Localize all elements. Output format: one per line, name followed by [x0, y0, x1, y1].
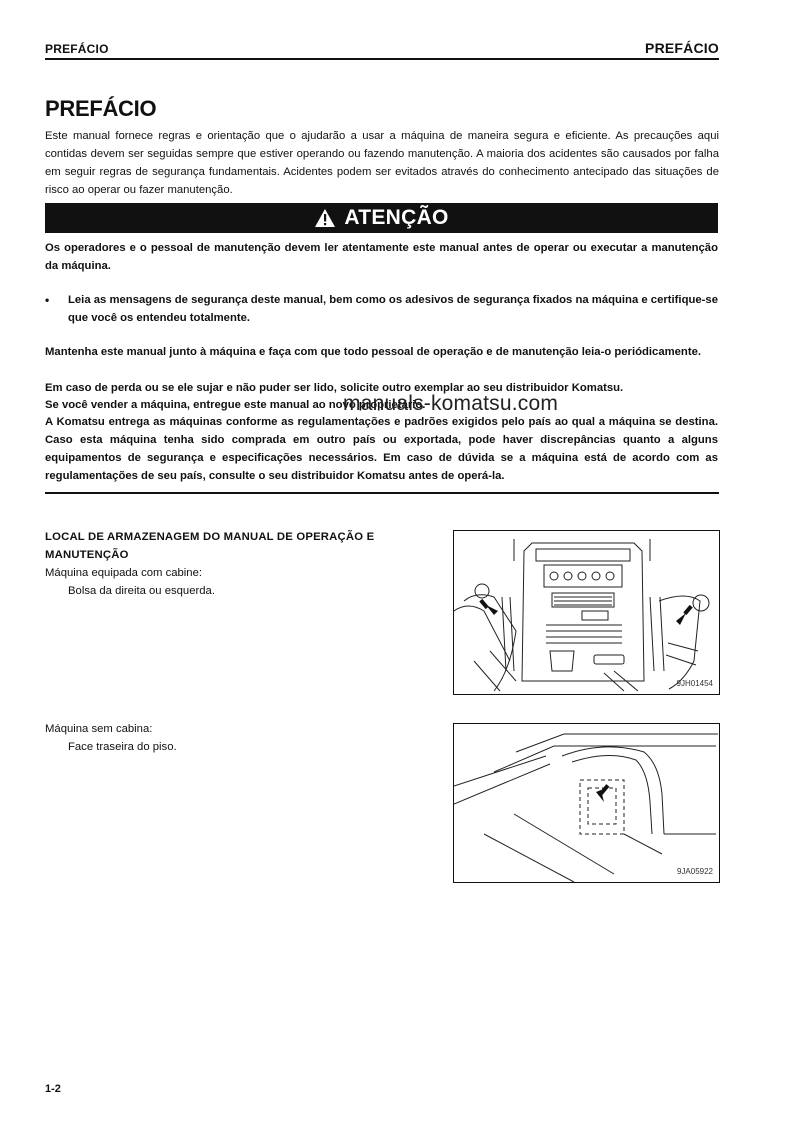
nocab-label: Máquina sem cabina: [45, 723, 153, 735]
figure-cab [453, 530, 720, 695]
section-rule [45, 492, 719, 494]
watermark: manuals-komatsu.com [343, 392, 559, 415]
cab-label: Máquina equipada com cabine: [45, 567, 203, 579]
warning-paragraph-4: Se você vender a máquina, entregue este manual ao novo proprietário. [45, 399, 426, 411]
warning-paragraph-2: Mantenha este manual junto à máquina e faça com que todo pessoal de operação e de manutenção leia-o periódicamente. [45, 346, 702, 358]
cab-illustration [454, 531, 719, 694]
page-title: PREFÁCIO [45, 96, 157, 121]
nocab-location: Face traseira do piso. [68, 741, 177, 753]
header-left: PREFÁCIO [45, 42, 109, 56]
cab-location: Bolsa da direita ou esquerda. [68, 585, 215, 597]
warning-label: ATENÇÃO [344, 206, 449, 229]
figure-floor-code: 9JA05922 [676, 867, 713, 876]
warning-paragraph-3: Em caso de perda ou se ele sujar e não puder ser lido, solicite outro exemplar ao seu distribuidor Komatsu. [45, 382, 624, 394]
floor-illustration [454, 724, 719, 882]
warning-paragraph-5: A Komatsu entrega as máquinas conforme as regulamentações e padrões exigidos pelo país ao qual a máquina se destina. Caso esta máquina tenha sido comprada em outro país ou exportada, pode haver discrepâncias quanto a alguns equipamentos de segurança e especificações necessários. Em caso de dúvida se a máquina está de acordo com as regulamentações de seu país, consulte o seu distribuidor Komatsu antes de operá-la. [45, 416, 718, 482]
warning-triangle-icon [314, 208, 336, 228]
warning-bullet: Leia as mensagens de segurança deste manual, bem como os adesivos de segurança fixados na máquina e certifique-se que você os entendeu totalmente. [68, 294, 718, 324]
figure-cab-code: 9JH01454 [676, 679, 713, 688]
page-number: 1-2 [45, 1083, 61, 1095]
warning-banner [45, 203, 718, 233]
bullet-dot: • [45, 293, 50, 307]
warning-paragraph-1: Os operadores e o pessoal de manutenção devem ler atentamente este manual antes de operar ou executar a manutenção da máquina. [45, 242, 718, 272]
intro-paragraph: Este manual fornece regras e orientação que o ajudarão a usar a máquina de maneira segura e eficiente. As precauções aqui contidas devem ser seguidas sempre que estiver operando ou fazendo manutenção. A maioria dos acidentes são causados por falha em seguir regras de segurança fundamentais. Acidentes podem ser evitados através do conhecimento antecipado das situações de risco ao operar ou fazer manutenção. [45, 130, 719, 196]
storage-title: LOCAL DE ARMAZENAGEM DO MANUAL DE OPERAÇÃO E MANUTENÇÃO [45, 531, 375, 561]
header-rule [45, 58, 719, 60]
header-right: PREFÁCIO [645, 40, 719, 56]
figure-floor [453, 723, 720, 883]
